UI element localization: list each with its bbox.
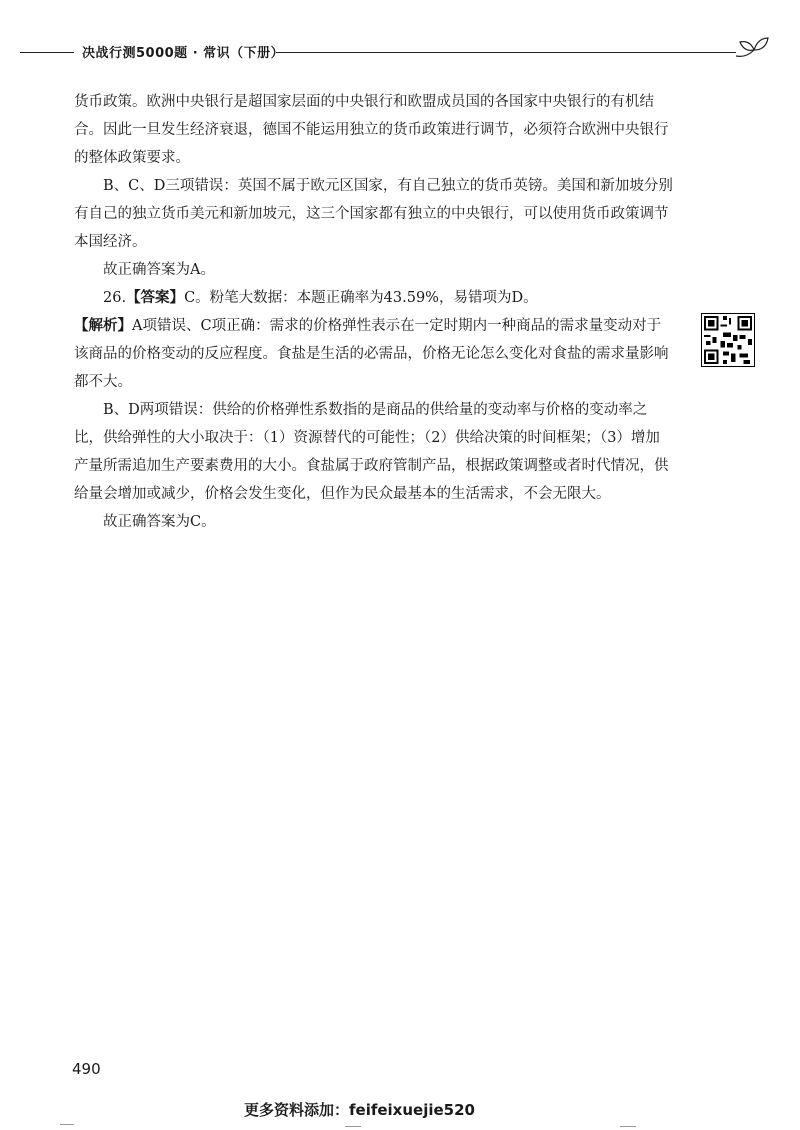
header-title: 决战行测5000题 · 常识（下册） xyxy=(82,46,285,61)
scan-speck xyxy=(620,1126,636,1127)
conclusion: 故正确答案为C。 xyxy=(103,514,216,530)
question-26-answer xyxy=(74,284,674,312)
question-26-analysis xyxy=(74,312,674,396)
answer-label: 【答案】 xyxy=(126,289,185,306)
header-rule-left xyxy=(20,52,74,53)
scan-speck xyxy=(60,1124,74,1125)
page-header xyxy=(14,40,774,64)
answer-text: C。粉笔大数据：本题正确率为43.59%，易错项为D。 xyxy=(184,290,538,306)
analysis-label: 【解析】 xyxy=(74,317,132,334)
paragraph-3: 故正确答案为A。 xyxy=(103,262,215,278)
paragraph-2: B、C、D三项错误：英国不属于欧元区国家，有自己独立的货币英镑。美国和新加坡分别有自己的独立货币美元和新加坡元，这三个国家都有独立的中央银行，可以使用货币政策调节本国经济。 xyxy=(74,178,673,250)
paragraph-bd: B、D两项错误：供给的价格弹性系数指的是商品的供给量的变动率与价格的变动率之比，供给弹性的大小取决于：（1）资源替代的可能性；（2）供给决策的时间框架；（3）增加产量所需追加生产要素费用的大小。食盐属于政府管制产品，根据政策调整或者时代情况，供给量会增加或减少，价格会发生变化，但作为民众最基本的生活需求，不会无限大。 xyxy=(74,402,669,502)
header-rule-right xyxy=(276,52,736,53)
footer-note: 更多资料添加：feifeixuejie520 xyxy=(244,1101,475,1119)
question-number: 26. xyxy=(103,290,127,306)
scan-speck xyxy=(345,1126,361,1127)
paragraph-1: 货币政策。欧洲中央银行是超国家层面的中央银行和欧盟成员国的各国家中央银行的有机结合。因此一旦发生经济衰退，德国不能运用独立的货币政策进行调节，必须符合欧洲中央银行的整体政策要求。 xyxy=(74,94,669,166)
leaf-icon xyxy=(732,32,772,62)
analysis-text: A项错误、C项正确：需求的价格弹性表示在一定时期内一种商品的需求量变动对于该商品的价格变动的反应程度。食盐是生活的必需品，价格无论怎么变化对食盐的需求量影响都不大。 xyxy=(74,318,669,390)
qr-code-icon[interactable] xyxy=(701,313,755,367)
page-number: 490 xyxy=(72,1060,101,1078)
body-text xyxy=(74,88,674,536)
